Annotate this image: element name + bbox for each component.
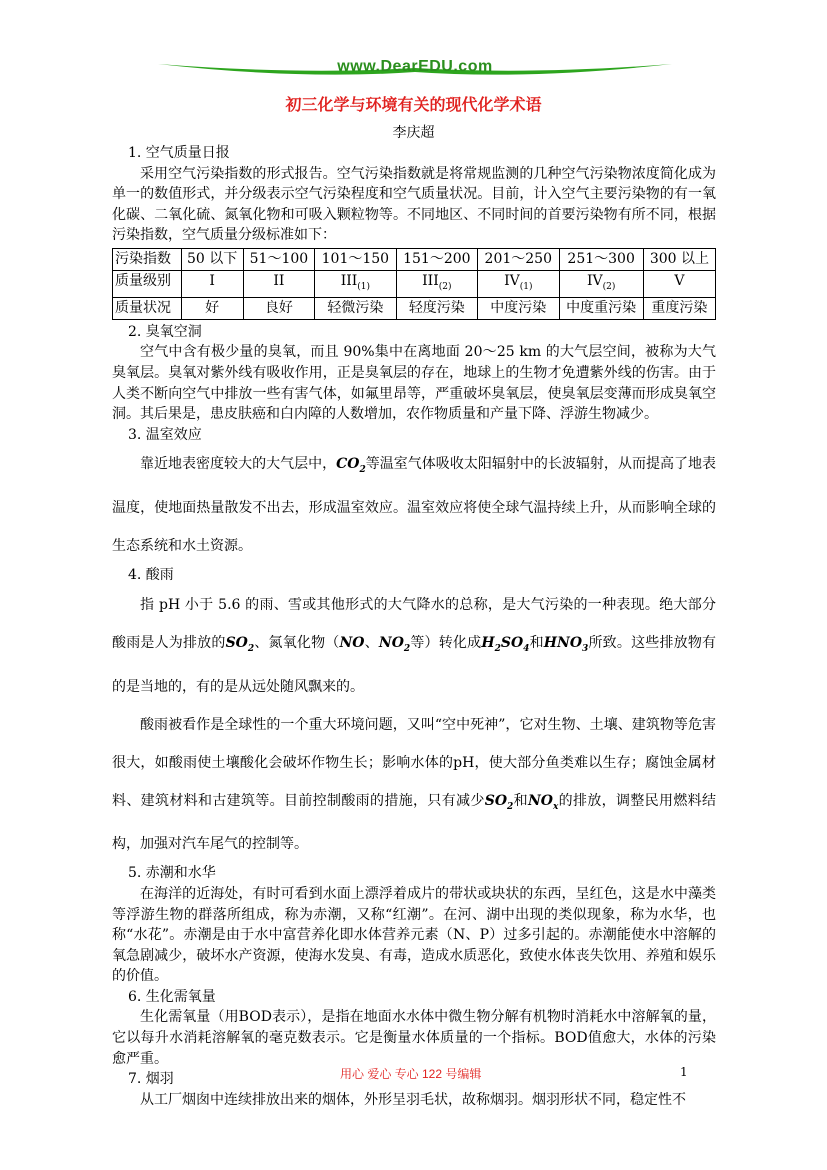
section-heading: 5. 赤潮和水华	[128, 865, 216, 882]
section-heading: 7. 烟羽	[128, 1071, 174, 1088]
formula-h2so4: $H_2SO_4$	[481, 634, 530, 654]
section-heading: 4. 酸雨	[128, 567, 174, 584]
paragraph: 生化需氧量（用BOD表示），是指在地面水水体中微生物分解有机物时消耗水中溶解氧的量，它以每升水消耗溶解氧的毫克数表示。它是衡量水体质量的一个指标。BOD值愈大，水体的污染愈严重。	[112, 1009, 716, 1067]
author: 李庆超	[392, 125, 435, 141]
paragraph: 空气中含有极少量的臭氧，而且 90%集中在离地面 20～25 km 的大气层空间，被称为大气臭氧层。臭氧对紫外线有吸收作用，正是臭氧层的存在，地球上的生物才免遭紫外线的伤害。由于人类不断向空气中排放一些有害气体，如氟里昂等，严重破坏臭氧层，使臭氧层变薄而形成臭氧空洞。其后果是，患皮肤癌和白内障的人数增加，农作物质量和产量下降、浮游生物减少。	[112, 344, 716, 423]
text-run: 的排放，调整民用燃料结构，加强对汽车尾气的控制等。	[112, 792, 717, 853]
paragraph: 采用空气污染指数的形式报告。空气污染指数就是将常规监测的几种空气污染物浓度简化成为单一的数值形式，并分级表示空气污染程度和空气质量状况。目前，计入空气主要污染物的有一氧化碳、二氧化硫、氮氧化物和可吸入颗粒物等。不同地区、不同时间的首要污染物有所不同，根据污染指数，空气质量分级标准如下：	[112, 165, 716, 244]
table-cell: 良好	[243, 297, 314, 319]
article-body	[112, 143, 716, 1110]
table-row	[113, 270, 716, 297]
table-cell: 101～150	[315, 248, 396, 270]
text-run: 等温室气体吸收太阳辐射中的长波辐射，从而提高了地表温度，使地面热量散发不出去，形成温室效应。温室效应将使全球气温持续上升，从而影响全球的生态系统和水土资源。	[112, 456, 716, 555]
table-cell: 好	[181, 297, 243, 319]
section-heading: 6. 生化需氧量	[128, 988, 216, 1005]
paragraph: 在海洋的近海处，有时可看到水面上漂浮着成片的带状或块状的东西，呈红色，这是水中藻类等浮游生物的群落所组成，称为赤潮，又称“红潮”。在河、湖中出现的类似现象，称为水华，也称“水花”。赤潮是由于水中富营养化即水体营养元素（N、P）过多引起的。赤潮能使水中溶解的氧急剧减少，破坏水产资源，使海水发臭、有毒，造成水质恶化，致使水体丧失饮用、养殖和娱乐的价值。	[112, 885, 716, 985]
table-cell: I	[181, 270, 243, 297]
table-cell: 重度污染	[643, 297, 715, 319]
aqi-table	[112, 248, 716, 320]
formula-co2: $CO_2$	[336, 456, 366, 476]
table-cell: 质量级别	[113, 270, 182, 297]
text-run: 靠近地表密度较大的大气层中，	[140, 456, 337, 473]
level-subscript: (1)	[519, 281, 533, 292]
table-cell: 轻微污染	[315, 297, 396, 319]
page-title: 初三化学与环境有关的现代化学术语	[285, 95, 542, 114]
text-run: 等）转化成	[410, 634, 482, 651]
table-cell: 151～200	[396, 248, 477, 270]
table-cell: II	[243, 270, 314, 297]
table-row	[113, 248, 716, 270]
text-run: 和	[513, 792, 528, 809]
table-cell: 50 以下	[181, 248, 243, 270]
site-url[interactable]: www.DearEDU.com	[337, 58, 493, 75]
section-heading: 1. 空气质量日报	[128, 145, 230, 161]
level-subscript: (2)	[602, 281, 616, 292]
table-cell: 中度重污染	[559, 297, 643, 319]
formula-hno3: $HNO_3$	[543, 634, 589, 654]
text-run: 、氮氧化物（	[254, 634, 340, 651]
paragraph	[112, 706, 716, 864]
section-heading: 3. 温室效应	[128, 426, 202, 443]
text-run: 酸雨被看作是全球性的一个重大环境问题，又叫“空中死神”，它对生物、土壤、建筑物等危害很大，如酸雨使土壤酸化会破坏作物生长；影响水体的pH，使大部分鱼类难以生存；腐蚀金属材料、建筑材料和古建筑等。目前控制酸雨的措施，只有减少	[112, 716, 716, 809]
table-cell: V	[643, 270, 715, 297]
section-heading: 2. 臭氧空洞	[128, 323, 202, 340]
paragraph	[112, 586, 716, 706]
text-run: 、	[364, 634, 379, 651]
table-cell: $III_{(1)}$	[315, 270, 396, 297]
text-run: 和	[529, 634, 544, 651]
formula-so2: $SO_2$	[225, 634, 255, 654]
table-cell: 污染指数	[113, 248, 182, 270]
paragraph	[112, 445, 716, 565]
table-cell: 201～250	[478, 248, 559, 270]
table-cell: $IV_{(2)}$	[559, 270, 643, 297]
site-header	[150, 50, 680, 90]
paragraph: 从工厂烟囱中连续排放出来的烟体，外形呈羽毛状，故称烟羽。烟羽形状不同，稳定性不	[140, 1091, 686, 1108]
formula-no2: $NO_2$	[378, 634, 411, 654]
text-run: 所致。这些排放物有的是当地的，有的是从远处随风飘来的。	[112, 634, 717, 695]
level-subscript: (2)	[438, 281, 452, 292]
footer-slogan: 用心 爱心 专心 122 号编辑	[340, 1067, 482, 1081]
table-cell: 300 以上	[643, 248, 715, 270]
table-cell: $III_{(2)}$	[396, 270, 477, 297]
table-cell: 251～300	[559, 248, 643, 270]
formula-no: NO	[339, 634, 365, 651]
table-cell: 轻度污染	[396, 297, 477, 319]
table-cell: 中度污染	[478, 297, 559, 319]
table-cell: $IV_{(1)}$	[478, 270, 559, 297]
formula-nox: $NO_x$	[527, 792, 559, 812]
text-run: 指 pH 小于 5.6 的雨、雪或其他形式的大气降水的总称，是大气污染的一种表现。绝大部分酸雨是人为排放的	[112, 596, 716, 651]
formula-so2: $SO_2$	[484, 792, 514, 812]
level-subscript: (1)	[357, 281, 371, 292]
table-row	[113, 297, 716, 319]
table-cell: 质量状况	[113, 297, 182, 319]
page-number: 1	[680, 1065, 688, 1079]
table-cell: 51～100	[243, 248, 314, 270]
